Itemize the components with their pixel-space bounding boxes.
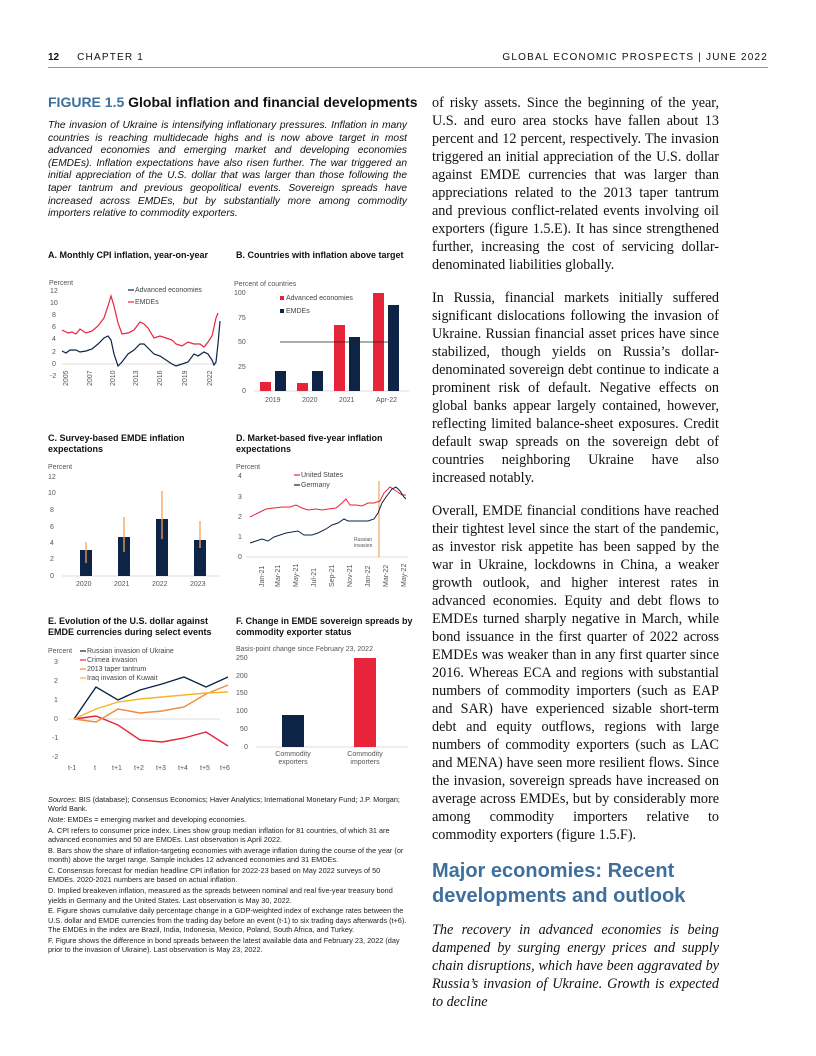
section-lead: The recovery in advanced economies is being dampened by surging energy prices and supply chain disruptions, which have been aggravated by Russia’s invasion of Ukraine. Growth is expected to decline [432,922,719,1010]
figure-title [48,94,418,110]
svg-text:EMDEs: EMDEs [286,308,310,315]
chart-c-bars [80,519,206,576]
panel-b-title: B. Countries with inflation above target [236,250,404,260]
svg-text:75: 75 [238,315,246,322]
header-rule [48,67,768,68]
svg-text:Jan-22: Jan-22 [365,565,372,587]
chart-a-legend [128,287,202,306]
svg-text:3: 3 [54,659,58,666]
panel-b [236,250,416,261]
panel-e-title: E. Evolution of the U.S. dollar against EMDE currencies during select events [48,616,212,637]
svg-text:Iraq invasion of Kuwait: Iraq invasion of Kuwait [87,675,158,682]
svg-text:0: 0 [238,554,242,561]
svg-text:6: 6 [52,324,56,331]
svg-text:2005: 2005 [63,370,70,386]
figure-lead: The invasion of Ukraine is intensifying inflationary pressures. Inflation in many countries is reaching multidecade highs and is now above target in most advanced economies and emerging market and developing economies (EMDEs). Inflation expectations have also risen further. The war triggered an initial appreciation of the U.S. dollar that was larger than those following the taper tantrum and previous geopolitical events. Sovereign spreads have increased across EMDEs, but by substantially more among commodity importers relative to commodity exporters. [48,120,407,220]
chapter-label: CHAPTER 1 [77,52,145,63]
svg-text:8: 8 [52,312,56,319]
svg-text:2016: 2016 [157,370,164,386]
svg-text:0: 0 [54,716,58,723]
svg-text:t: t [94,765,96,772]
chart-b-xaxis [265,397,397,404]
svg-text:t+2: t+2 [134,765,144,772]
chart-b-ylabel: Percent of countries [234,281,297,288]
publication-title: GLOBAL ECONOMIC PROSPECTS | JUNE 2022 [502,52,768,63]
svg-text:Advanced economies: Advanced economies [135,287,202,294]
svg-text:Jan-21: Jan-21 [259,565,266,587]
svg-text:2021: 2021 [339,397,355,404]
chart-f-yaxis [236,655,248,751]
chart-e-ylabel: Percent [48,648,73,655]
svg-text:2013: 2013 [133,370,140,386]
svg-text:Commodity: Commodity [347,751,383,758]
svg-text:2019: 2019 [182,370,189,386]
panel-c [48,433,228,455]
chart-f-ylabel: Basis-point change since February 23, 2022 [236,646,373,653]
note-e: E. Figure shows cumulative daily percentage change in a GDP-weighted index of exchange rates between the U.S. dollar and EMDE currencies from the trading day before an event (t-1) to six trading days afterwards (t+6). The EMDEs in the index are Brazil, India, Indonesia, Mexico, Poland, South Africa, and Turkey. [48,906,407,935]
svg-text:0: 0 [50,573,54,580]
bar-commodity-importers [354,658,376,747]
panel-c-title: C. Survey-based EMDE inflation expectations [48,433,185,454]
svg-text:2020: 2020 [76,581,92,588]
svg-text:1: 1 [238,534,242,541]
svg-text:exporters: exporters [278,759,308,766]
svg-text:10: 10 [48,490,56,497]
svg-text:2019: 2019 [265,397,281,404]
svg-text:Jul-21: Jul-21 [311,567,318,587]
chart-e-yaxis [52,659,58,761]
svg-text:2: 2 [52,349,56,356]
panel-d [236,433,416,455]
svg-text:-1: -1 [52,735,59,742]
svg-text:United States: United States [301,472,344,479]
note-c: C. Consensus forecast for median headline CPI inflation for 2022-23 based on May 2022 surveys of 50 EMDEs. 2020-2021 numbers are based on actual inflation. [48,866,381,885]
svg-text:t+3: t+3 [156,765,166,772]
svg-text:200: 200 [236,673,248,680]
chart-d-ylabel: Percent [236,464,261,471]
chart-b-yaxis [234,290,246,395]
svg-text:2013 taper tantrum: 2013 taper tantrum [87,666,147,673]
panel-e [48,616,228,638]
svg-text:-2: -2 [50,373,57,380]
body-column [432,94,719,1026]
svg-text:2022: 2022 [207,370,214,386]
panel-d-title: D. Market-based five-year inflation expectations [236,433,383,454]
chart-a [48,278,228,388]
svg-text:3: 3 [238,494,242,501]
svg-text:t+5: t+5 [200,765,210,772]
svg-text:t-1: t-1 [68,765,77,772]
note-f: F. Figure shows the difference in bond spreads between the latest available data and February 23, 2022 (day prior to the invasion of Ukraine). Last observation is May 23, 2022. [48,935,400,955]
chart-d-legend [294,472,344,489]
svg-text:t+6: t+6 [220,765,230,772]
bar-commodity-exporters [282,715,304,747]
svg-text:Crimea invasion: Crimea invasion [87,657,138,664]
svg-text:100: 100 [234,290,246,297]
chart-d-xaxis [259,564,408,587]
chart-e [48,646,228,771]
section-heading: Major economies: Recent developments and outlook [432,860,686,907]
svg-text:4: 4 [238,473,242,480]
svg-text:Commodity: Commodity [275,751,311,758]
svg-text:50: 50 [240,726,248,733]
svg-text:-2: -2 [52,754,59,761]
chart-c [48,463,228,588]
chart-d [236,463,416,598]
panel-a [48,250,228,261]
running-header-left [48,52,144,63]
svg-text:150: 150 [236,690,248,697]
chart-e-xaxis [68,765,230,772]
svg-text:4: 4 [52,336,56,343]
body-paragraph-3: Overall, EMDE financial conditions have reached their tightest level since the start of the pandemic, as investor risk appetite has been sapped by the war in Ukraine, lockdowns in China, a weaker growth outlook, and higher interest rates in advanced economies. Equity and debt flows to EMDEs turned sharply negative in March, while bond issuance in the first quarter of 2022 across EMDEs was weaker than in any first quarter since 2016. Whereas ECA and regions with substantial numbers of commodity importers (such as EAP and SAR) have experienced sizable short-term debt and equity outflows, regions with large numbers of commodity exporters (such as LAC and MENA) have seen more resilient flows. Since the invasion, sovereign spreads have increased on average across EMDEs, but by considerably more among commodity importers relative to commodity exporters (figure 1.5.F). [432,503,719,843]
note-b: B. Bars show the share of inflation-targeting economies with average inflation during the course of the year (or month) above the target range. Sample includes 12 advanced economies and 31 EMDEs. [48,845,404,865]
svg-text:Apr-22: Apr-22 [376,397,398,404]
body-paragraph-1: of risky assets. Since the beginning of the year, U.S. and euro area stocks have fallen about 13 percent and 12 percent, respectively. The invasion triggered an initial appreciation of the U.S. dollar against EMDE currencies that was larger than appreciations related to the 2013 taper tantrum and previous conflict-related events involving oil exporters (figure 1.5.E). It has since strengthened further, increasing the cost of servicing dollar-denominated liabilities globally. [432,95,719,273]
chart-d-yaxis [238,473,242,561]
svg-text:EMDEs: EMDEs [135,299,159,306]
svg-text:Germany: Germany [301,482,330,489]
svg-text:May-21: May-21 [293,563,300,587]
svg-text:12: 12 [50,288,58,295]
chart-a-ylabel: Percent [49,280,74,287]
note-a: A. CPI refers to consumer price index. Lines show group median inflation for 81 countries, of which 31 are advanced economies and 50 are EMDEs. Last observation is April 2022. [48,825,390,845]
svg-text:May-22: May-22 [401,563,408,587]
chart-b [234,280,414,405]
svg-text:250: 250 [236,655,248,662]
svg-text:2010: 2010 [110,370,117,386]
sources-note: Sources: BIS (database); Consensus Economics; Haver Analytics; International Monetary Fund; J.P. Morgan; World Bank. [48,795,400,814]
svg-text:50: 50 [238,339,246,346]
chart-c-range-bars [86,491,200,563]
panel-f-title: F. Change in EMDE sovereign spreads by commodity exporter status [236,616,413,637]
chart-f [236,646,416,776]
svg-text:2020: 2020 [302,397,318,404]
svg-text:Russian invasion of Ukraine: Russian invasion of Ukraine [87,648,174,655]
page-number: 12 [48,52,60,63]
panel-a-title: A. Monthly CPI inflation, year-on-year [48,250,209,260]
svg-text:Sep-21: Sep-21 [329,564,336,587]
svg-text:4: 4 [50,540,54,547]
svg-text:Russian: Russian [354,537,373,543]
svg-text:2021: 2021 [114,581,130,588]
svg-text:0: 0 [242,388,246,395]
svg-text:2: 2 [54,678,58,685]
svg-text:25: 25 [238,364,246,371]
figure-number: FIGURE 1.5 [48,94,125,110]
chart-a-xaxis [63,370,214,386]
figure-title-text: Global inflation and financial developments [128,94,418,110]
svg-text:t+1: t+1 [112,765,122,772]
svg-text:0: 0 [244,744,248,751]
svg-text:2: 2 [238,514,242,521]
svg-text:10: 10 [50,300,58,307]
chart-a-yaxis [50,288,58,380]
chart-c-yaxis [48,474,56,580]
chart-b-legend [280,295,353,315]
chart-c-xaxis [76,581,206,588]
abbrev-note: Note: EMDEs = emerging market and developing economies. [48,815,247,825]
figure-notes [48,795,408,956]
note-d: D. Implied breakeven inflation, measured as the spreads between nominal and real five-year treasury bond yields in Germany and the United States. Last observation is May 30, 2022. [48,886,393,905]
svg-text:Mar-22: Mar-22 [383,564,390,587]
svg-text:6: 6 [50,524,54,531]
chart-e-legend [80,648,174,682]
svg-text:2007: 2007 [87,370,94,386]
figure-block [48,94,418,221]
svg-text:Advanced economies: Advanced economies [286,295,353,302]
svg-text:invasion: invasion [354,543,373,549]
panel-f [236,616,416,638]
series-crimea-invasion [74,716,228,746]
svg-text:8: 8 [50,507,54,514]
svg-text:importers: importers [350,759,380,766]
svg-text:2023: 2023 [190,581,206,588]
chart-c-ylabel: Percent [48,464,73,471]
body-paragraph-2: In Russia, financial markets initially suffered significant dislocations following the invasion of Ukraine. Russian financial asset prices have since stabilized, though yields on Russia’s dollar-denominated sovereign debt continue to indicate a prominent risk of default. Negative effects on global banks appear largely contained, however, reflecting limited balance-sheet exposures. Credit default swap spreads on the sovereign debt of countries neighboring Ukraine have also increased notably. [432,290,719,486]
svg-text:1: 1 [54,697,58,704]
svg-text:12: 12 [48,474,56,481]
svg-text:0: 0 [52,361,56,368]
svg-text:Nov-21: Nov-21 [347,564,354,587]
svg-text:2: 2 [50,556,54,563]
svg-text:2022: 2022 [152,581,168,588]
svg-text:100: 100 [236,708,248,715]
series-iraq-kuwait [74,692,228,719]
chart-f-xaxis [275,751,383,766]
svg-text:t+4: t+4 [178,765,188,772]
svg-text:Mar-21: Mar-21 [275,564,282,587]
